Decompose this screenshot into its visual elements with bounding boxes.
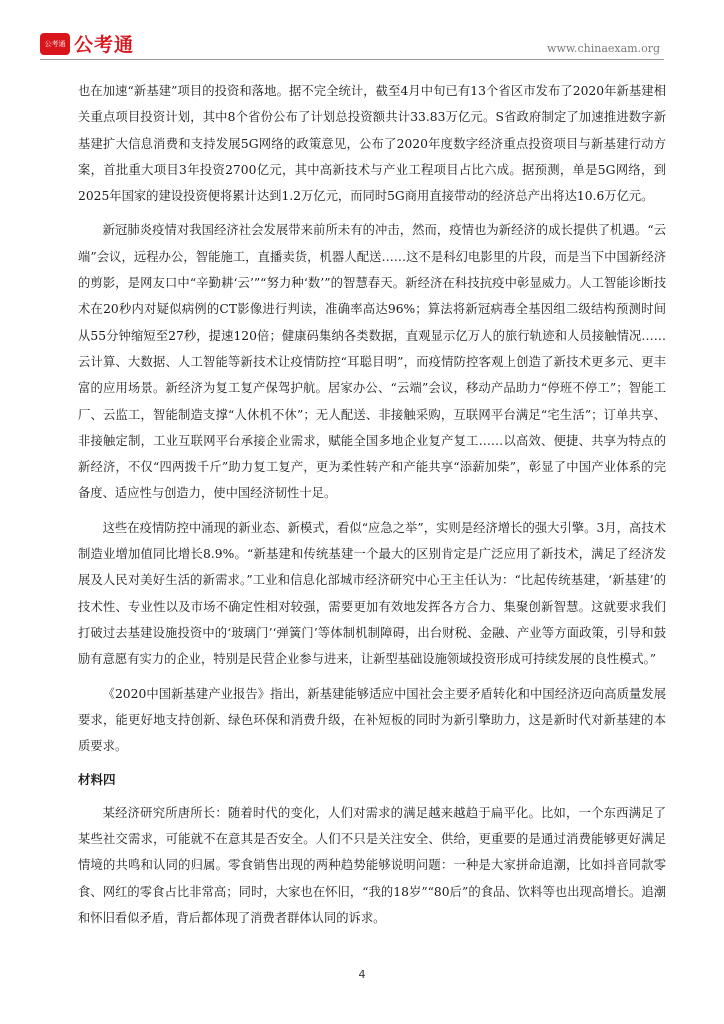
document-body bbox=[78, 78, 666, 939]
logo-badge-icon: 公考通 bbox=[40, 33, 70, 55]
brand-logo bbox=[40, 30, 134, 57]
section-title: 材料四 bbox=[78, 772, 116, 788]
paragraph-4: 《2020中国新基建产业报告》指出，新基建能够适应中国社会主要矛盾转化和中国经济迈向高质量发展要求，能更好地支持创新、绿色环保和消费升级，在补短板的同时为新引擎助力，这是新时代对新基建的本质要求。 bbox=[78, 686, 666, 754]
site-url: www.chinaexam.org bbox=[547, 42, 660, 55]
paragraph-1: 也在加速“新基建”项目的投资和落地。据不完全统计，截至4月中旬已有13个省区市发布了2020年新基建相关重点项目投资计划，其中8个省份公布了计划总投资额共计33.83万亿元。S省政府制定了加速推进数字新基建扩大信息消费和支持发展5G网络的政策意见，公布了2020年度数字经济重点投资项目与新基建行动方案，首批重大项目3年投资2700亿元，其中高新技术与产业工程项目占比六成。据预测，单是5G网络，到2025年国家的建设投资便将累计达到1.2万亿元，而同时5G商用直接带动的经济总产出将达10.6万亿元。 bbox=[78, 84, 666, 204]
header-divider bbox=[40, 59, 664, 60]
section-paragraph: 某经济研究所唐所长：随着时代的变化，人们对需求的满足越来越趋于扁平化。比如，一个东西满足了某些社交需求，可能就不在意其是否安全。人们不只是关注安全、供给，更重要的是通过消费能够更好满足情境的共鸣和认同的归属。零食销售出现的两种趋势能够说明问题：一种是大家拼命追潮，比如抖音同款零食、网红的零食占比非常高；同时，大家也在怀旧，“我的18岁”“80后”的食品、饮料等也出现高增长。追潮和怀旧看似矛盾，背后都体现了消费者群体认同的诉求。 bbox=[78, 805, 666, 925]
paragraph-2: 新冠肺炎疫情对我国经济社会发展带来前所未有的冲击，然而，疫情也为新经济的成长提供了机遇。“云端”会议，远程办公，智能施工，直播卖货，机器人配送……这不是科幻电影里的片段，而是当下中国新经济的剪影，是网友口中“辛勤耕‘云’”“努力种‘数’”的智慧春天。新经济在科技抗疫中彰显威力。人工智能诊断技术在20秒内对疑似病例的CT影像进行判读，准确率高达96%；算法将新冠病毒全基因组二级结构预测时间从55分钟缩短至27秒，提速120倍；健康码集纳各类数据，直观显示亿万人的旅行轨迹和人员接触情况……云计算、大数据、人工智能等新技术让疫情防控“耳聪目明”，而疫情防控客观上创造了新技术更多元、更丰富的应用场景。新经济为复工复产保驾护航。居家办公、“云端”会议，移动产品助力“停班不停工”；智能工厂、云监工，智能制造支撑“人休机不休”；无人配送、非接触采购，互联网平台满足“宅生活”；订单共享、非接触定制，工业互联网平台承接企业需求，赋能全国多地企业复产复工……以高效、便捷、共享为特点的新经济，不仅“四两拨千斤”助力复工复产，更为柔性转产和产能共享“添薪加柴”，彰显了中国产业体系的完备度、适应性与创造力，使中国经济韧性十足。 bbox=[78, 223, 666, 501]
page-header bbox=[0, 0, 724, 62]
logo-text: 公考通 bbox=[74, 34, 135, 56]
page-number: 4 bbox=[358, 968, 366, 981]
paragraph-3: 这些在疫情防控中涌现的新业态、新模式，看似“应急之举”，实则是经济增长的强大引擎。3月，高技术制造业增加值同比增长8.9%。“新基建和传统基建一个最大的区别肯定是广泛应用了新技术，满足了经济发展及人民对美好生活的新需求。”工业和信息化部城市经济研究中心王主任认为：“比起传统基建，‘新基建’的技术性、专业性以及市场不确定性相对较强，需要更加有效地发挥各方合力、集聚创新智慧。这就要求我们打破过去基建设施投资中的‘玻璃门’‘弹簧门’等体制机制障碍，出台财税、金融、产业等方面政策，引导和鼓励有意愿有实力的企业，特别是民营企业参与进来，让新型基础设施领域投资形成可持续发展的良性模式。” bbox=[78, 520, 666, 667]
